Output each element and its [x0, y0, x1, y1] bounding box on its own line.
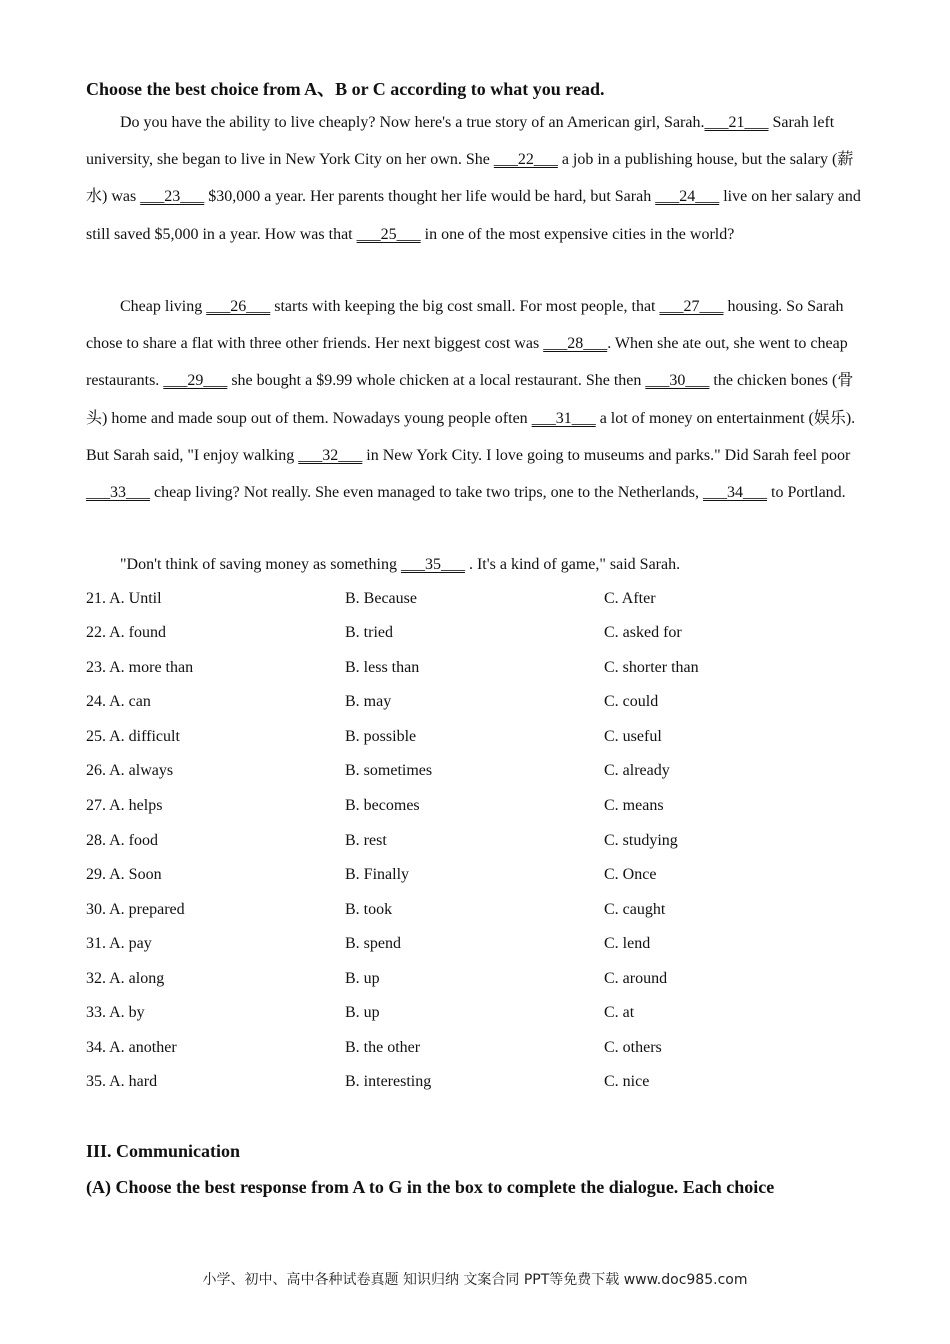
- option-row-29: [86, 866, 866, 888]
- blank-28: ___28___: [543, 335, 608, 353]
- passage-text: in New York City. I love going to museums and parks." Did Sarah feel poor: [362, 446, 851, 464]
- passage-text: $30,000 a year. Her parents thought her life would be hard, but Sarah: [204, 188, 656, 206]
- option-b: B. took: [345, 901, 393, 918]
- option-a: 32. A. along: [86, 970, 165, 987]
- option-c: C. Once: [604, 866, 657, 883]
- option-row-26: [86, 762, 866, 784]
- option-c: C. at: [604, 1004, 635, 1021]
- option-c: C. already: [604, 762, 670, 779]
- option-row-34: [86, 1039, 866, 1061]
- option-a: 35. A. hard: [86, 1073, 158, 1090]
- option-b: B. up: [345, 970, 380, 987]
- option-a: 26. A. always: [86, 762, 174, 779]
- option-a: 31. A. pay: [86, 935, 152, 952]
- option-row-24: [86, 693, 866, 715]
- blank-30: ___30___: [645, 372, 710, 390]
- option-c: C. around: [604, 970, 668, 987]
- page-footer: 小学、初中、高中各种试卷真题 知识归纳 文案合同 PPT等免费下载 www.doc985.com: [202, 1272, 748, 1288]
- blank-32: ___32___: [298, 446, 363, 464]
- option-b: B. rest: [345, 832, 387, 849]
- passage-text: housing. So Sarah chose to share a flat with three other friends. Her next biggest cost was: [86, 298, 844, 353]
- option-c: C. nice: [604, 1073, 650, 1090]
- option-c: C. others: [604, 1039, 662, 1056]
- option-c: C. lend: [604, 935, 651, 952]
- option-row-31: [86, 935, 866, 957]
- option-a: 34. A. another: [86, 1039, 177, 1056]
- option-a: 28. A. food: [86, 832, 158, 849]
- option-c: C. means: [604, 797, 664, 814]
- passage-text: to Portland.: [767, 484, 846, 502]
- blank-25: ___25___: [356, 225, 421, 243]
- option-row-25: [86, 728, 866, 750]
- option-row-28: [86, 832, 866, 854]
- option-c: C. caught: [604, 901, 666, 918]
- option-row-33: [86, 1004, 866, 1026]
- blank-22: ___22___: [493, 151, 558, 169]
- option-b: B. may: [345, 693, 392, 710]
- passage-text: a job in a publishing house, but the salary (薪水) was: [86, 151, 854, 206]
- blank-24: ___24___: [655, 188, 720, 206]
- passage-text: a lot of money on entertainment (娱乐). But Sarah said, "I enjoy walking: [86, 409, 856, 464]
- option-b: B. becomes: [345, 797, 420, 814]
- passage-text: in one of the most expensive cities in the world?: [420, 225, 735, 243]
- blank-21: ___21___: [704, 114, 769, 131]
- passage-paragraph-3: [86, 546, 866, 583]
- option-b: B. less than: [345, 659, 420, 676]
- option-row-35: [86, 1073, 866, 1095]
- passage-text: live on her salary and still saved $5,000 in a year. How was that: [86, 188, 861, 243]
- option-b: B. interesting: [345, 1073, 432, 1090]
- option-c: C. After: [604, 590, 656, 607]
- option-row-27: [86, 797, 866, 819]
- option-b: B. sometimes: [345, 762, 433, 779]
- passage-text: starts with keeping the big cost small. For most people, that: [270, 298, 660, 315]
- blank-26: ___26___: [206, 298, 271, 315]
- option-a: 30. A. prepared: [86, 901, 185, 918]
- option-row-21: [86, 590, 866, 612]
- option-row-22: [86, 624, 866, 646]
- blank-31: ___31___: [531, 409, 596, 427]
- option-b: B. up: [345, 1004, 380, 1021]
- passage-paragraph-2: [86, 288, 866, 511]
- blank-33: ___33___: [86, 484, 150, 502]
- option-row-23: [86, 659, 866, 681]
- passage-text: . When she ate out, she went to cheap restaurants.: [86, 335, 848, 390]
- option-a: 27. A. helps: [86, 797, 163, 814]
- option-b: B. the other: [345, 1039, 421, 1056]
- option-b: B. possible: [345, 728, 417, 745]
- option-b: B. spend: [345, 935, 401, 952]
- option-c: C. shorter than: [604, 659, 699, 676]
- option-a: 33. A. by: [86, 1004, 145, 1021]
- option-row-30: [86, 901, 866, 923]
- passage-text: "Don't think of saving money as something: [120, 556, 401, 573]
- blank-35: ___35___: [400, 556, 465, 573]
- option-b: B. Finally: [345, 866, 410, 883]
- passage-text: Do you have the ability to live cheaply? Now here's a true story of an American girl, Sarah.: [120, 114, 705, 131]
- passage-text: . It's a kind of game," said Sarah.: [464, 556, 681, 573]
- passage-text: cheap living? Not really. She even managed to take two trips, one to the Netherlands,: [150, 484, 704, 502]
- section-3-subtitle: (A) Choose the best response from A to G in the box to complete the dialogue. Each choice: [86, 1177, 775, 1197]
- blank-29: ___29___: [163, 372, 228, 390]
- option-row-32: [86, 970, 866, 992]
- option-a: 21. A. Until: [86, 590, 162, 607]
- option-a: 24. A. can: [86, 693, 151, 710]
- option-a: 22. A. found: [86, 624, 166, 641]
- section-title: Choose the best choice from A、B or C according to what you read.: [86, 79, 605, 99]
- option-a: 29. A. Soon: [86, 866, 162, 883]
- option-b: B. tried: [345, 624, 393, 641]
- option-c: C. could: [604, 693, 659, 710]
- blank-34: ___34___: [703, 484, 768, 502]
- passage-text: Cheap living: [120, 298, 207, 315]
- passage-text: she bought a $9.99 whole chicken at a local restaurant. She then: [227, 372, 646, 390]
- option-c: C. useful: [604, 728, 662, 745]
- option-c: C. studying: [604, 832, 678, 849]
- option-b: B. Because: [345, 590, 417, 607]
- option-a: 25. A. difficult: [86, 728, 180, 745]
- passage-text: Sarah left university, she began to live in New York City on her own. She: [86, 114, 835, 169]
- section-3-title: III. Communication: [86, 1141, 241, 1161]
- option-a: 23. A. more than: [86, 659, 194, 676]
- passage-text: the chicken bones (骨头) home and made soup out of them. Nowadays young people often: [86, 372, 854, 427]
- option-c: C. asked for: [604, 624, 682, 641]
- blank-27: ___27___: [659, 298, 724, 315]
- passage-paragraph-1: [86, 104, 866, 253]
- blank-23: ___23___: [140, 188, 205, 206]
